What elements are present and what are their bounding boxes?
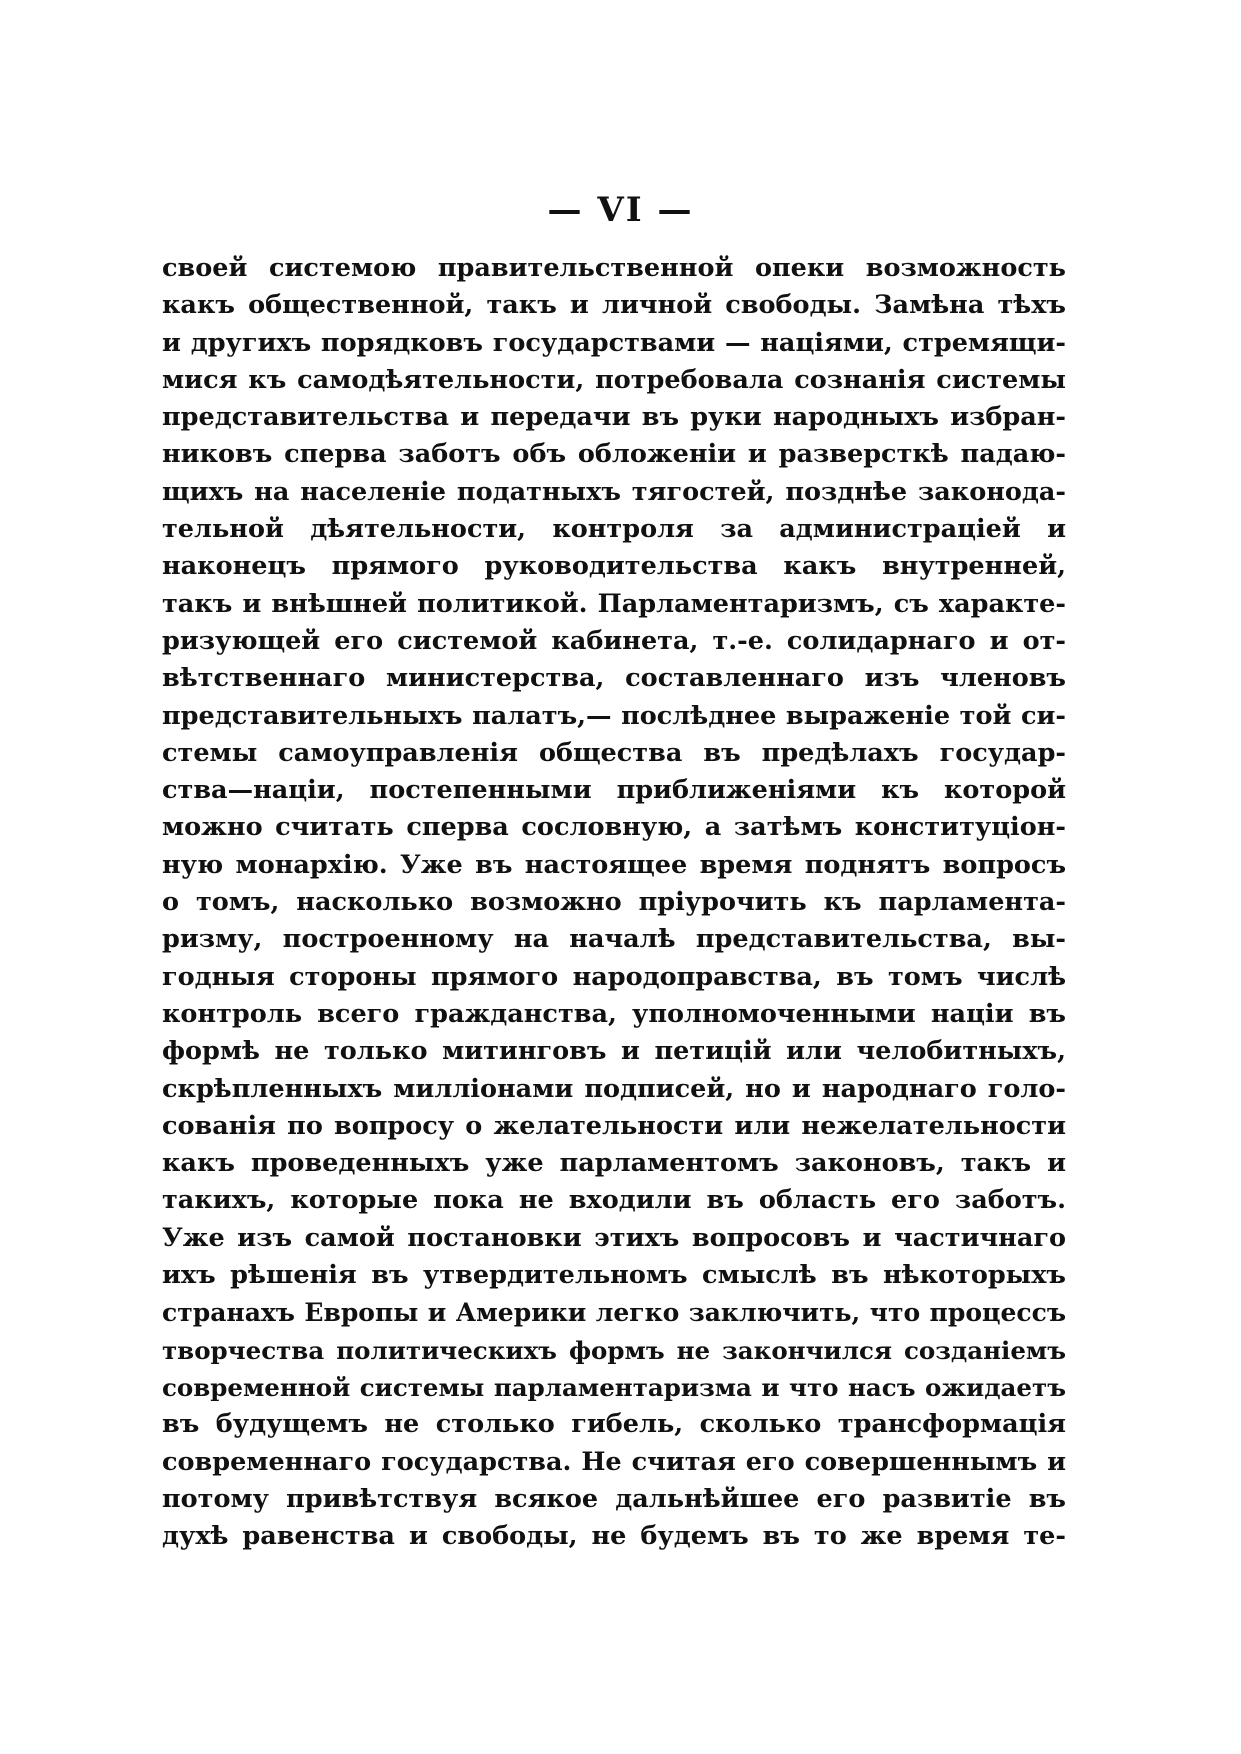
- text-line: и другихъ порядковъ государствами — націями, стремящи-: [162, 327, 1066, 358]
- text-line: Уже изъ самой постановки этихъ вопросовъ и частичнаго: [162, 1222, 1066, 1253]
- text-line: о томъ, насколько возможно пріурочить къ парламента-: [162, 887, 1066, 918]
- body-text: [162, 250, 1066, 1555]
- text-line: какъ общественной, такъ и личной свободы. Замѣна тѣхъ: [162, 290, 1066, 321]
- text-line: годныя стороны прямого народоправства, въ томъ числѣ: [162, 961, 1066, 992]
- text-line: творчества политическихъ формъ не закончился созданіемъ: [162, 1335, 1066, 1365]
- text-line: ризующей его системой кабинета, т.-е. солидарнаго и от-: [162, 625, 1066, 656]
- text-line: стемы самоуправленія общества въ предѣлахъ государ-: [162, 737, 1066, 768]
- text-line: наконецъ прямого руководительства какъ внутренней,: [162, 551, 1066, 582]
- text-line: потому привѣтствуя всякое дальнѣйшее его развитіе въ: [162, 1483, 1066, 1514]
- text-line: сованія по вопросу о желательности или нежелательности: [162, 1110, 1066, 1141]
- text-line: можно считать сперва сословную, а затѣмъ конституціон-: [162, 812, 1066, 843]
- text-line: ства—націи, постепенными приближеніями къ которой: [162, 775, 1066, 806]
- text-line: въ будущемъ не столько гибель, сколько трансформація: [162, 1409, 1066, 1440]
- text-line: представительныхъ палатъ,— послѣднее выраженіе той си-: [162, 700, 1066, 731]
- text-line: какъ проведенныхъ уже парламентомъ законовъ, такъ и: [162, 1148, 1066, 1179]
- text-line: скрѣпленныхъ милліонами подписей, но и народнаго голо-: [162, 1073, 1066, 1104]
- page-number: — VI —: [547, 190, 694, 230]
- text-line: мися къ самодѣятельности, потребовала сознанія системы: [162, 364, 1066, 395]
- text-line: формѣ не только митинговъ и петицій или челобитныхъ,: [162, 1036, 1066, 1067]
- text-line: своей системою правительственной опеки возможность: [162, 253, 1066, 283]
- text-line: контроль всего гражданства, уполномоченными націи въ: [162, 998, 1066, 1029]
- text-line: представительства и передачи въ руки народныхъ избран-: [162, 402, 1066, 433]
- text-line: современной системы парламентаризма и что насъ ожидаетъ: [162, 1372, 1066, 1402]
- text-line: щихъ на населеніе податныхъ тягостей, позднѣе законода-: [162, 476, 1066, 507]
- text-line: современнаго государства. Не считая его совершеннымъ и: [162, 1446, 1066, 1477]
- text-line: тельной дѣятельности, контроля за администраціей и: [162, 514, 1066, 545]
- text-line: ризму, построенному на началѣ представительства, вы-: [162, 924, 1066, 955]
- text-line: вѣтственнаго министерства, составленнаго изъ членовъ: [162, 663, 1066, 694]
- text-line: такихъ, которые пока не входили въ область его заботъ.: [162, 1185, 1066, 1216]
- text-line: никовъ сперва заботъ объ обложеніи и разверсткѣ падаю-: [162, 439, 1066, 470]
- text-line: такъ и внѣшней политикой. Парламентаризмъ, съ характе-: [162, 588, 1066, 619]
- text-line: ихъ рѣшенія въ утвердительномъ смыслѣ въ нѣкоторыхъ: [162, 1260, 1066, 1291]
- text-line: ную монархію. Уже въ настоящее время поднятъ вопросъ: [162, 849, 1066, 880]
- text-line: странахъ Европы и Америки легко заключить, что процессъ: [162, 1298, 1066, 1328]
- text-line: духѣ равенства и свободы, не будемъ въ то же время те-: [162, 1521, 1066, 1552]
